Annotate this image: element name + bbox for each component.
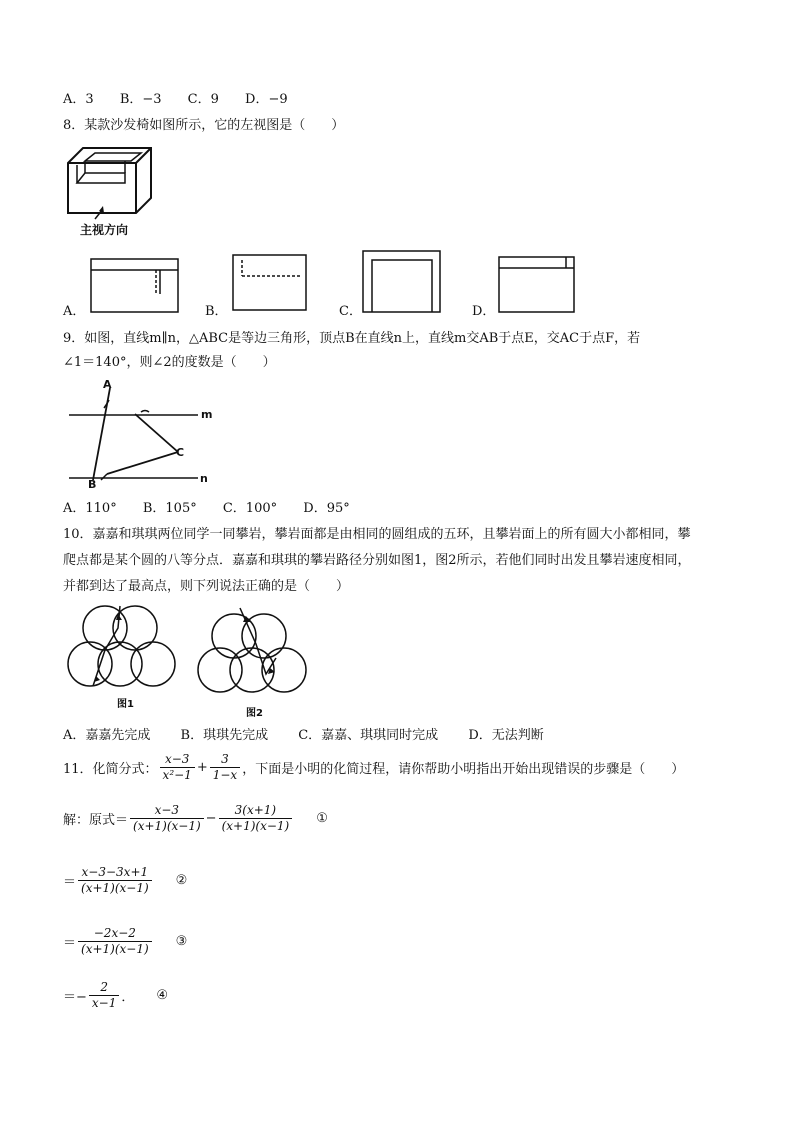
q11-step4-prefix: ＝− bbox=[63, 990, 87, 1005]
q11-step3-num: −2x−2 bbox=[78, 926, 152, 942]
q11-step1-f2-den: (x+1)(x−1) bbox=[221, 819, 290, 833]
q11-step4-fraction bbox=[89, 980, 119, 1011]
q9-stem-line1: 9．如图，直线m∥n，△ABC是等边三角形，顶点B在直线n上，直线m交AB于点E，交AC于点F，若 bbox=[63, 331, 641, 346]
q11-step1-f2-num: 3(x+1) bbox=[219, 803, 293, 819]
q10-figure-1 bbox=[63, 604, 183, 694]
q10-option-b[interactable]: B．琪琪先完成 bbox=[180, 728, 269, 743]
q8-option-b-figure[interactable] bbox=[232, 254, 308, 312]
q11-step1-f1-den: (x+1)(x−1) bbox=[133, 819, 201, 833]
q10-options bbox=[63, 727, 570, 745]
q11-step4-suffix: ． bbox=[121, 990, 135, 1005]
q8-stem: 8．某款沙发椅如图所示，它的左视图是（ ） bbox=[63, 118, 345, 133]
q8-option-a-figure[interactable] bbox=[90, 258, 180, 314]
q11-step2-fraction bbox=[78, 865, 152, 896]
q9-label-b: B bbox=[88, 478, 97, 491]
q11-plus: + bbox=[196, 760, 208, 775]
q11-step1-fraction-1 bbox=[130, 803, 204, 834]
q10-stem-line3: 并都到达了最高点，则下列说法正确的是（ ） bbox=[63, 579, 350, 594]
q8-option-d-figure[interactable] bbox=[498, 256, 576, 314]
q11-step4-den: x−1 bbox=[91, 996, 117, 1010]
q9-label-m: m bbox=[201, 408, 213, 421]
q8-option-c-label[interactable]: C． bbox=[339, 304, 362, 319]
q11-fraction-1 bbox=[160, 752, 195, 783]
q11-step1-fraction-2 bbox=[219, 803, 293, 834]
q10-option-d[interactable]: D．无法判断 bbox=[468, 728, 544, 743]
main-view-direction-label: 主视方向 bbox=[80, 223, 129, 237]
q7-option-b[interactable]: B．−3 bbox=[119, 92, 162, 107]
q11-step-2 bbox=[63, 865, 187, 896]
q10-figure-2-label: 图2 bbox=[246, 708, 263, 719]
q7-options bbox=[63, 91, 288, 109]
q11-step2-eq: ＝ bbox=[63, 875, 77, 890]
q11-solution-prefix: 解：原式＝ bbox=[63, 813, 129, 828]
q8-option-d-label[interactable]: D． bbox=[472, 304, 496, 319]
q11-fraction-2 bbox=[210, 752, 240, 783]
q11-step-marker-1[interactable]: ① bbox=[316, 811, 328, 826]
q11-step2-den: (x+1)(x−1) bbox=[81, 881, 149, 895]
q8-option-c-figure[interactable] bbox=[362, 250, 442, 314]
q9-options bbox=[63, 500, 350, 518]
q9-label-c: C bbox=[176, 446, 185, 459]
q11-step3-den: (x+1)(x−1) bbox=[81, 942, 149, 956]
q11-step1-minus: − bbox=[205, 811, 217, 826]
q11-stem-suffix: ，下面是小明的化简过程，请你帮助小明指出开始出现错误的步骤是（ ） bbox=[242, 762, 685, 777]
q7-option-c[interactable]: C．9 bbox=[187, 92, 219, 107]
q9-option-d[interactable]: D．95° bbox=[303, 501, 350, 516]
q11-stem-prefix: 11．化简分式： bbox=[63, 762, 158, 777]
q9-stem-line2: ∠1＝140°，则∠2的度数是（ ） bbox=[63, 355, 276, 370]
q8-option-b-label[interactable]: B． bbox=[205, 304, 228, 319]
q11-fraction-1-den: x²−1 bbox=[162, 768, 192, 782]
q10-figure-2 bbox=[196, 604, 316, 704]
q10-option-a[interactable]: A．嘉嘉先完成 bbox=[63, 728, 151, 743]
q11-fraction-2-num: 3 bbox=[210, 752, 240, 768]
q11-step2-num: x−3−3x+1 bbox=[78, 865, 152, 881]
q10-stem-line2: 爬点都是某个圆的八等分点．嘉嘉和琪琪的攀岩路径分别如图1，图2所示，若他们同时出发且攀岩速度相同， bbox=[63, 553, 691, 568]
q11-stem bbox=[63, 752, 684, 783]
q11-step-3 bbox=[63, 926, 187, 957]
q7-option-d[interactable]: D．−9 bbox=[245, 92, 288, 107]
q11-step-marker-3[interactable]: ③ bbox=[175, 934, 188, 949]
q8-option-a-label[interactable]: A． bbox=[63, 304, 86, 319]
q9-label-a: A bbox=[103, 378, 112, 391]
q9-triangle-figure bbox=[63, 380, 223, 495]
q11-step1-f1-num: x−3 bbox=[130, 803, 204, 819]
q10-stem-line1: 10．嘉嘉和琪琪两位同学一同攀岩，攀岩面都是由相同的圆组成的五环，且攀岩面上的所有圆大小都相同，攀 bbox=[63, 527, 691, 542]
q9-option-c[interactable]: C．100° bbox=[222, 501, 278, 516]
q11-fraction-1-num: x−3 bbox=[160, 752, 195, 768]
q11-step-marker-4[interactable]: ④ bbox=[156, 988, 169, 1003]
q11-step3-fraction bbox=[78, 926, 152, 957]
q10-option-c[interactable]: C．嘉嘉、琪琪同时完成 bbox=[298, 728, 439, 743]
q11-step-4 bbox=[63, 980, 168, 1011]
q9-label-n: n bbox=[200, 472, 208, 485]
q7-option-a[interactable]: A．3 bbox=[63, 92, 94, 107]
q11-fraction-2-den: 1−x bbox=[212, 768, 238, 782]
q10-figure-1-label: 图1 bbox=[117, 699, 134, 710]
q11-step4-num: 2 bbox=[89, 980, 119, 996]
q11-step-marker-2[interactable]: ② bbox=[175, 873, 188, 888]
q9-option-b[interactable]: B．105° bbox=[142, 501, 197, 516]
sofa-chair-figure bbox=[63, 143, 158, 223]
q11-step-1 bbox=[63, 803, 328, 834]
q9-option-a[interactable]: A．110° bbox=[63, 501, 117, 516]
q11-step3-eq: ＝ bbox=[63, 936, 77, 951]
